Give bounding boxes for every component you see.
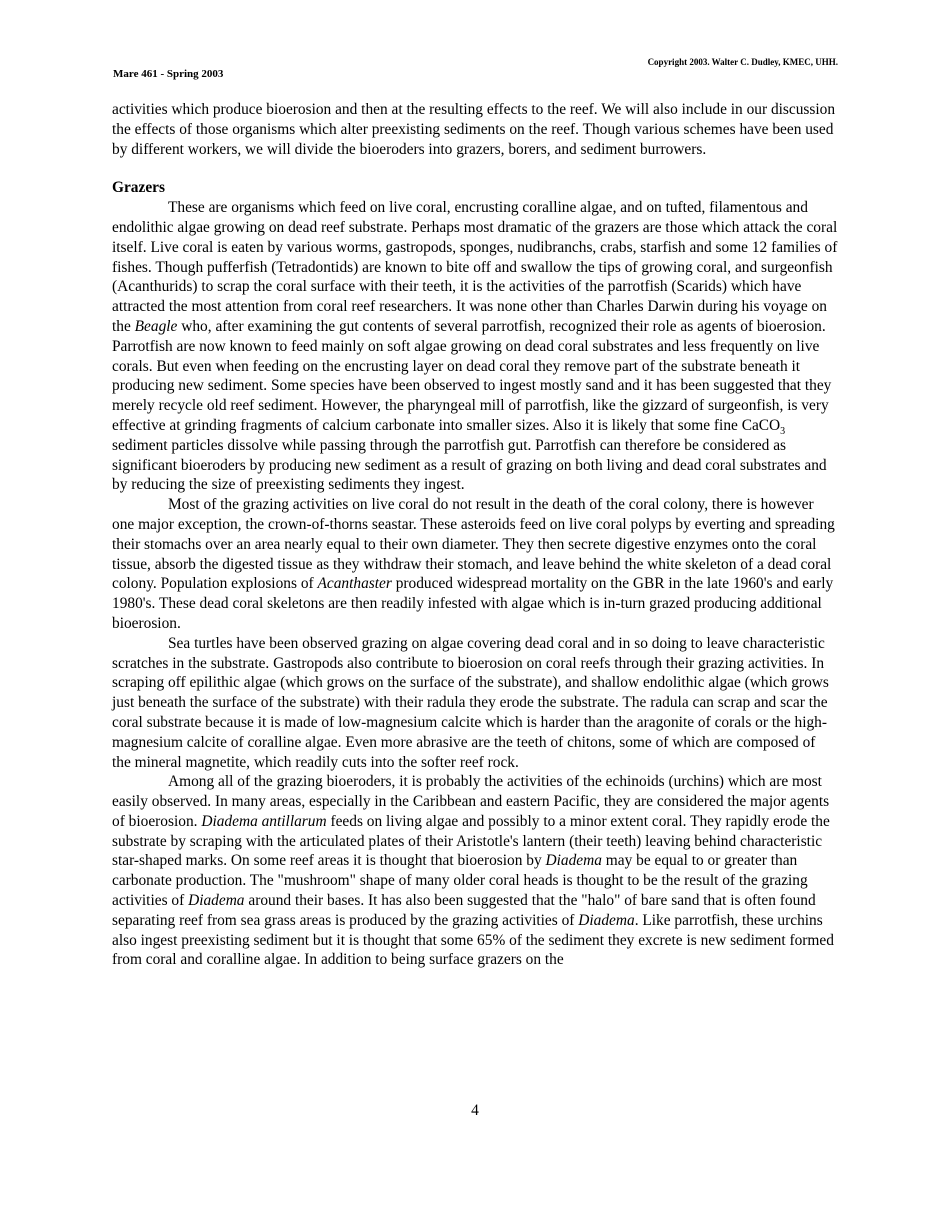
text-run: produced widespread mortality on the GBR in the late 1960's and early 1980's. These dead coral skeletons are then readily infested with algae which is in-turn grazed producing additional bioerosion. bbox=[112, 575, 834, 632]
italic-term-diadema: Diadema bbox=[545, 852, 602, 870]
paragraph-echinoids bbox=[112, 772, 838, 970]
italic-term-diadema: Diadema bbox=[188, 892, 245, 910]
text-run: who, after examining the gut contents of several parrotfish, recognized their role as agents of bioerosion. Parrotfish are now known to feed mainly on soft algae growing on dead coral substrates and less frequently on live corals. But even when feeding on the encrusting layer on dead coral they remove part of the substrate beneath it producing new sediment. Some species have been observed to ingest mostly sand and it has been suggested that they merely recycle old reef sediment. However, the pharyngeal mill of parrotfish, like the gizzard of surgeonfish, is very effective at grinding fragments of calcium carbonate into smaller sizes. Also it is likely that some fine CaCO bbox=[112, 317, 832, 434]
text-run: Among all of the grazing bioeroders, it is probably the activities of the echinoids (urchins) which are most easily observed. In many areas, especially in the Caribbean and eastern Pacific, they are considered the major agents of bioerosion. bbox=[112, 773, 830, 830]
intro-paragraph: activities which produce bioerosion and then at the resulting effects to the reef. We will also include in our discussion the effects of those organisms which alter preexisting sediments on the reef. Though various schemes have been used by different workers, we will divide the bioeroders into grazers, borers, and sediment burrowers. bbox=[112, 101, 836, 158]
italic-term-diadema: Diadema bbox=[578, 911, 635, 929]
text-run: may be equal to or greater than carbonate production. The "mushroom" shape of many older coral heads is thought to be the result of the grazing activities of bbox=[112, 852, 808, 910]
section-heading-grazers: Grazers bbox=[112, 179, 165, 197]
text-run: These are organisms which feed on live coral, encrusting coralline algae, and on tufted, filamentous and endolithic algae growing on dead reef substrate. Perhaps most dramatic of the grazers are those which attack the coral itself. Live coral is eaten by various worms, gastropods, sponges, nudibranchs, crabs, starfish and some 12 families of fishes. Though pufferfish (Tetradontids) are known to bite off and swallow the tips of growing coral, and surgeonfish (Acanthurids) to scrap the coral surface with their teeth, it is the activities of the parrotfish (Scarids) which have attracted the most attention from coral reef researchers. It was none other than Charles Darwin during his voyage on the bbox=[112, 199, 838, 335]
text-run: . Like parrotfish, these urchins also ingest preexisting sediment but it is thought that some 65% of the sediment they excrete is new sediment formed from coral and coralline algae. In addition to being surface grazers on the bbox=[112, 911, 834, 969]
document-body bbox=[112, 100, 838, 970]
text-run: feeds on living algae and possibly to a minor extent coral. They rapidly erode the substrate by scraping with the articulated plates of their Aristotle's lantern (their teeth) leaving behind characteristic star-shaped marks. On some reef areas it is thought that bioerosion by bbox=[112, 812, 830, 870]
italic-term-beagle: Beagle bbox=[134, 317, 178, 335]
text-run: around their bases. It has also been suggested that the "halo" of bare sand that is often found separating reef from sea grass areas is produced by the grazing activities of bbox=[112, 892, 816, 929]
paragraph-parrotfish bbox=[112, 198, 838, 495]
paragraph-crown-of-thorns bbox=[112, 495, 838, 634]
page-number: 4 bbox=[471, 1102, 479, 1119]
italic-term-acanthaster: Acanthaster bbox=[317, 575, 392, 593]
paragraph-sea-turtles: Sea turtles have been observed grazing on algae covering dead coral and in so doing to leave characteristic scratches in the substrate. Gastropods also contribute to bioerosion on coral reefs through their grazing activities. In scraping off epilithic algae (which grows on the surface of the substrate), and shallow endolithic algae (which grows just beneath the surface of the substrate) with their radula they erode the substrate. The radula can scrap and scar the coral substrate because it is made of low-magnesium calcite which is harder than the aragonite of corals or the high-magnesium calcite of coralline algae. Even more abrasive are the teeth of chitons, some of which are composed of the mineral magnetite, which readily cuts into the softer reef rock. bbox=[112, 634, 829, 771]
text-run: sediment particles dissolve while passing through the parrotfish gut. Parrotfish can therefore be considered as significant bioeroders by producing new sediment as a result of grazing on both living and dead coral substrates and by reducing the size of preexisting sediments they ingest. bbox=[112, 436, 827, 494]
text-run: Most of the grazing activities on live coral do not result in the death of the coral colony, there is however one major exception, the crown-of-thorns seastar. These asteroids feed on live coral polyps by everting and spreading their stomachs over an area nearly equal to their own diameter. They then secrete digestive enzymes onto the coral tissue, absorb the digested tissue as they withdraw their stomach, and leave behind the white skeleton of a dead coral colony. Population explosions of bbox=[112, 496, 835, 593]
copyright-notice: Copyright 2003. Walter C. Dudley, KMEC, UHH. bbox=[647, 57, 838, 67]
subscript-3: 3 bbox=[780, 426, 786, 438]
course-header: Mare 461 - Spring 2003 bbox=[113, 68, 224, 80]
italic-term-diadema-antillarum: Diadema antillarum bbox=[201, 812, 327, 830]
